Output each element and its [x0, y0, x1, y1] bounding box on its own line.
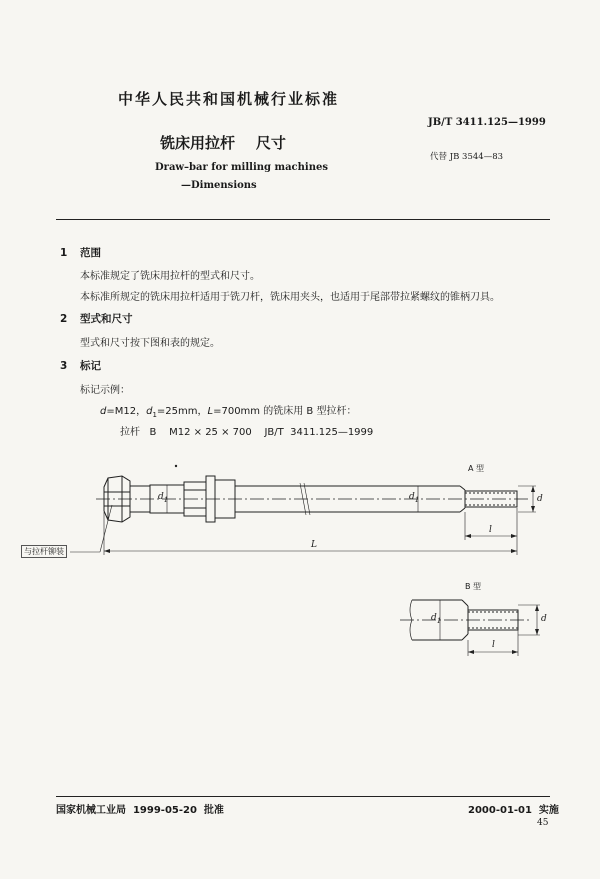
replaces-note: 代替 JB 3544—83 — [430, 152, 504, 162]
page-number: 45 — [537, 818, 549, 828]
organization-title: 中华人民共和国机械行业标准 — [118, 90, 340, 108]
section-2-heading — [60, 311, 133, 326]
section-title: 型式和尺寸 — [80, 313, 133, 325]
header-divider — [56, 219, 550, 220]
section-number: 2 — [60, 313, 68, 325]
section-2-paragraph-1: 型式和尺寸按下图和表的规定。 — [80, 338, 220, 349]
dim-d-a: d — [537, 494, 543, 504]
dim-d1-letter: d — [409, 492, 415, 502]
dim-l-a: l — [489, 525, 492, 535]
section-1-paragraph-2: 本标准所规定的铣床用拉杆适用于铣刀杆，铣床用夹头，也适用于尾部带拉紧螺纹的锥柄刀具。 — [80, 292, 500, 303]
section-title: 标记 — [80, 360, 101, 372]
dim-d1-letter: d — [431, 613, 437, 623]
type-b-detail — [400, 600, 540, 656]
dim-d1-subscript: 1 — [414, 495, 420, 504]
dim-d1-subscript: 1 — [163, 495, 169, 504]
param-d-value: =M12， — [106, 406, 147, 417]
dim-d1-rod — [409, 492, 419, 504]
param-d1-value: =25mm， — [156, 406, 208, 417]
param-d1: d — [146, 406, 153, 417]
footer-divider — [56, 796, 550, 797]
document-title-en-line1: Draw–bar for milling machines — [155, 162, 328, 173]
param-d1-subscript: 1 — [152, 411, 157, 419]
section-1-heading — [60, 245, 101, 260]
document-title-cn: 铣床用拉杆 尺寸 — [160, 134, 286, 152]
section-3-paragraph-1: 标记示例： — [80, 385, 130, 396]
dim-d1-letter: d — [158, 492, 164, 502]
param-L: L — [207, 406, 214, 417]
document-title-en-line2: —Dimensions — [181, 180, 257, 191]
section-1-paragraph-1: 本标准规定了铣床用拉杆的型式和尺寸。 — [80, 271, 260, 282]
callout-label: 与拉杆铆装 — [21, 545, 67, 558]
draw-bar-drawing — [0, 455, 600, 680]
param-L-value: =700mm 的铣床用 B 型拉杆： — [213, 406, 357, 417]
standard-number: JB/T 3411.125—1999 — [428, 117, 546, 128]
effective-date: 2000-01-01 实施 — [468, 805, 559, 816]
section-number: 1 — [60, 247, 68, 259]
dim-d-b: d — [541, 614, 547, 624]
dim-d1-b — [431, 613, 441, 625]
marking-example-params — [100, 402, 356, 419]
param-d: d — [100, 406, 107, 417]
dim-d1-subscript: 1 — [436, 616, 442, 625]
dim-l-b: l — [492, 640, 495, 650]
type-a-label: A 型 — [468, 464, 485, 473]
approval-note: 国家机械工业局 1999-05-20 批准 — [56, 805, 224, 816]
type-b-label: B 型 — [465, 582, 482, 591]
marking-designation: 拉杆 B M12 × 25 × 700 JB/T 3411.125—1999 — [120, 427, 374, 438]
dim-d1-left — [158, 492, 168, 504]
dim-L: L — [311, 540, 317, 550]
section-3-heading — [60, 358, 101, 373]
section-title: 范围 — [80, 247, 101, 259]
section-number: 3 — [60, 360, 68, 372]
